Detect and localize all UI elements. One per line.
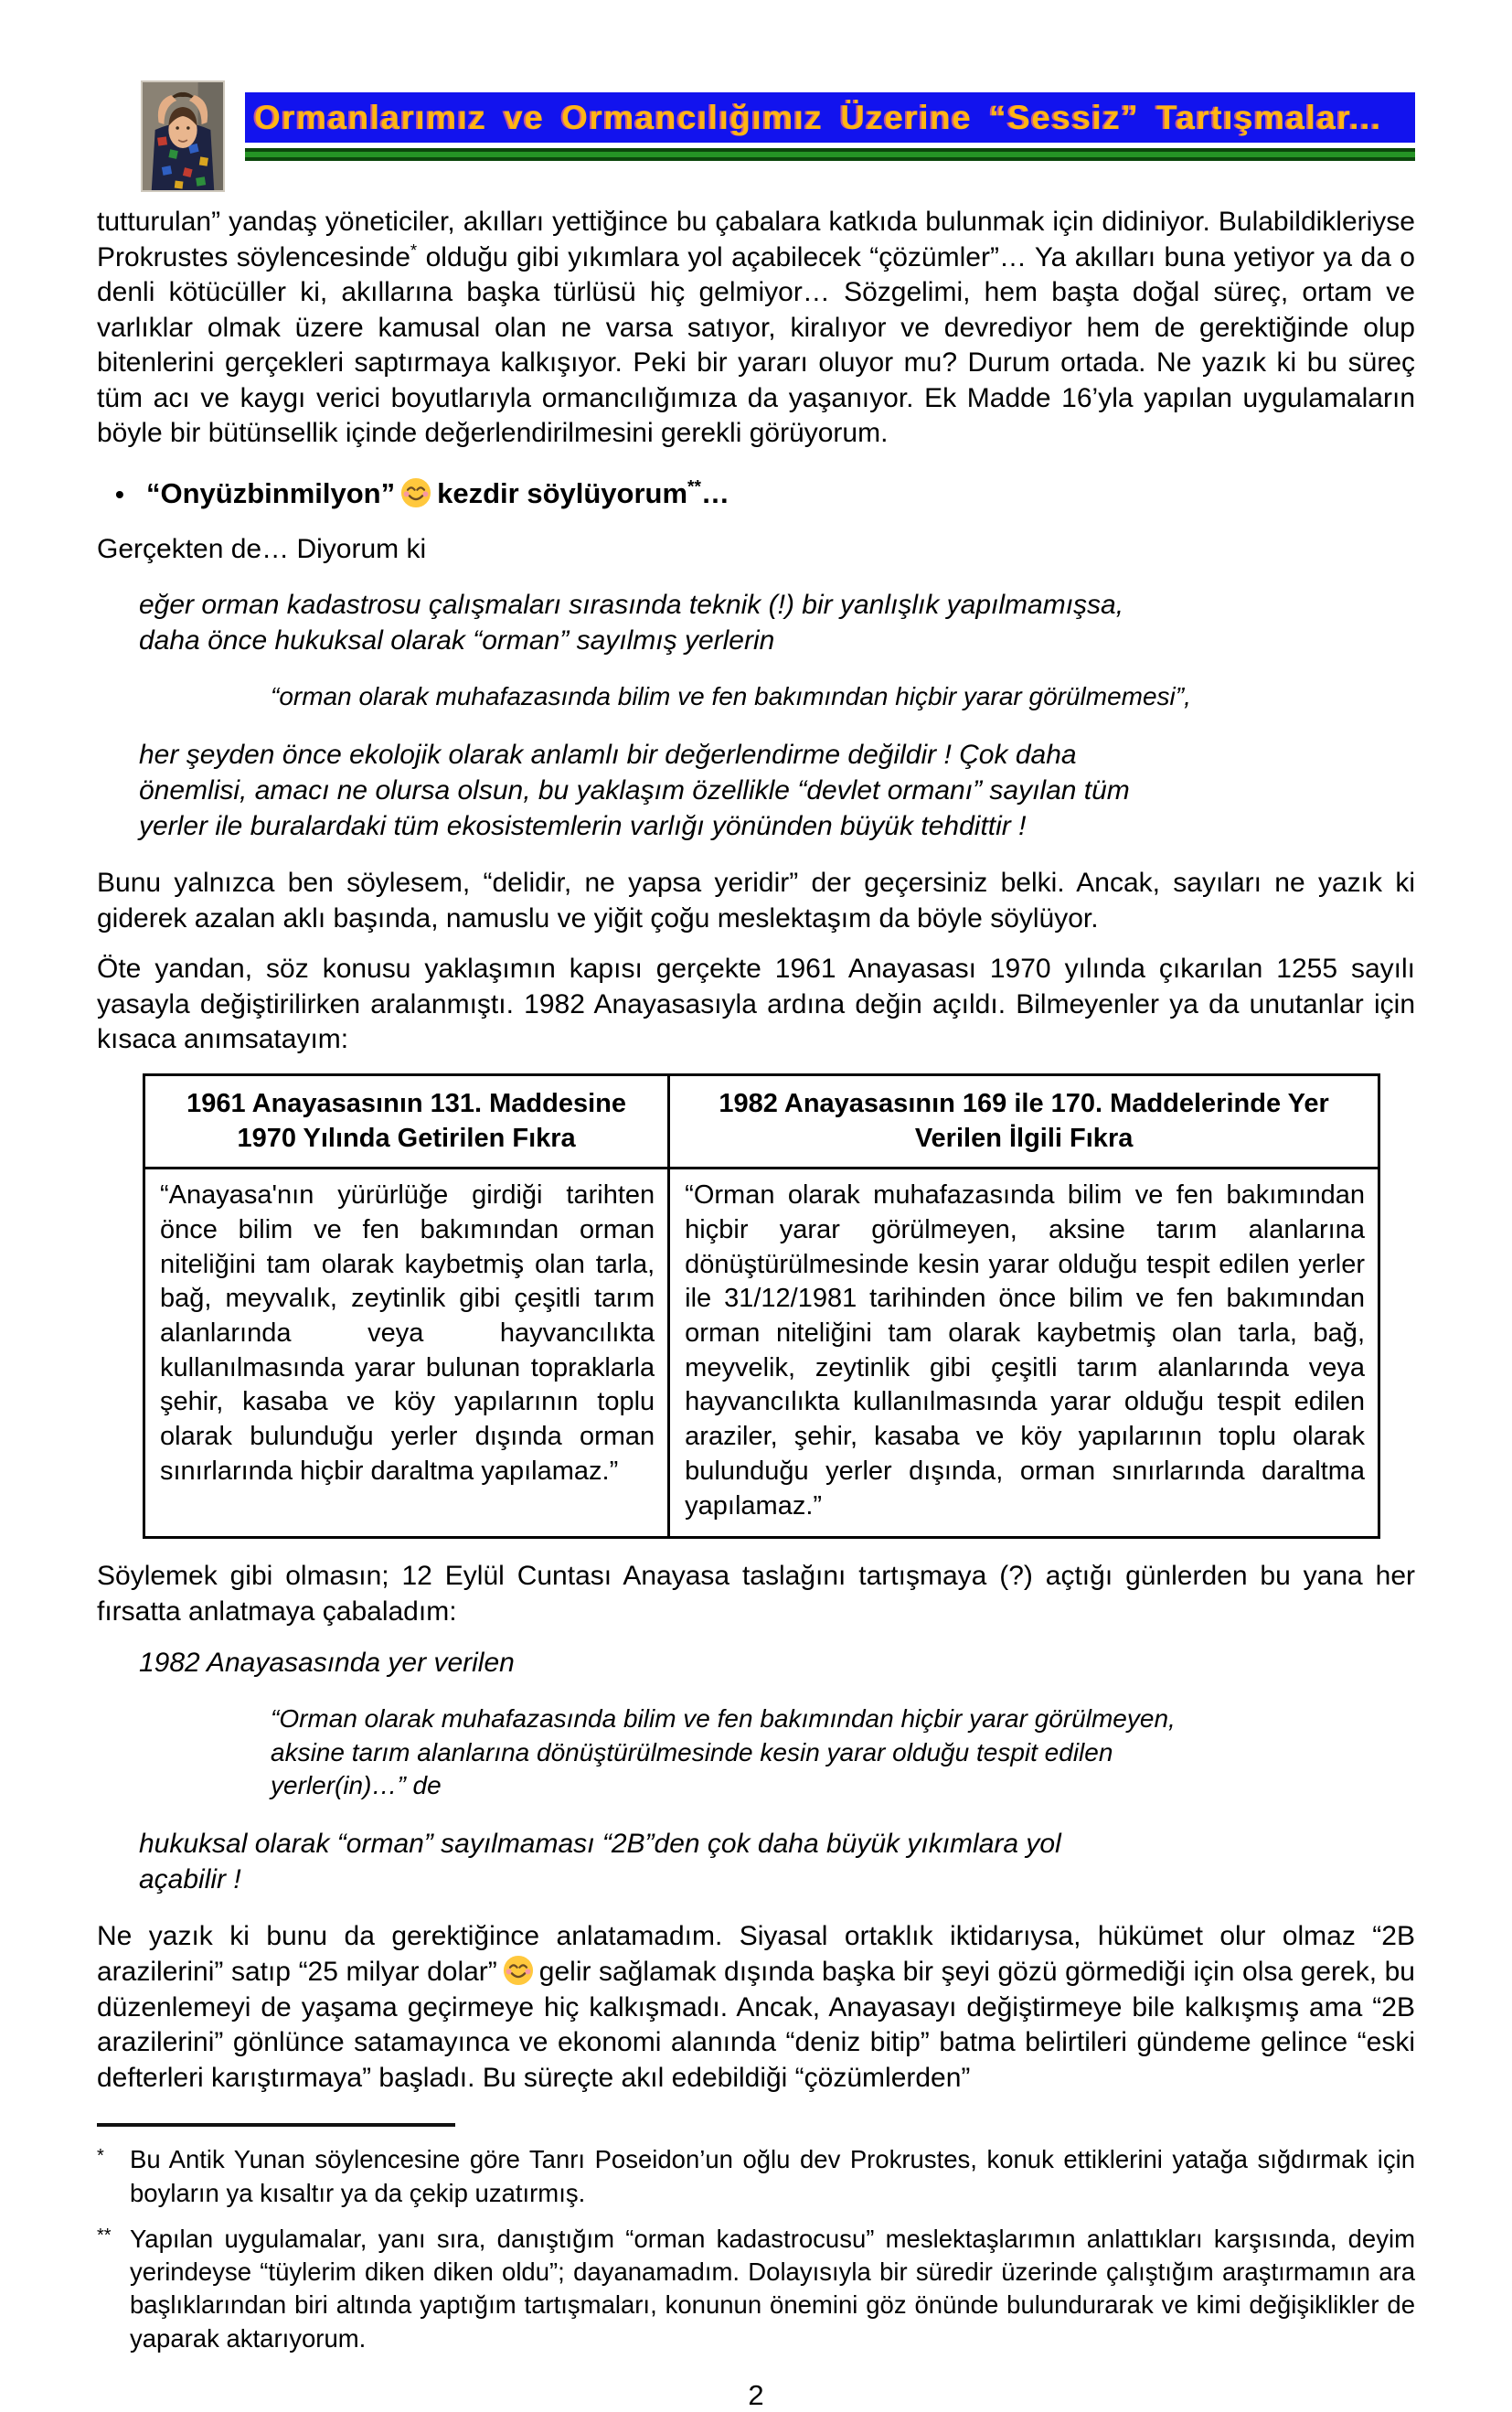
footnote-ref-2: **: [687, 477, 701, 497]
footnote-1-text: Bu Antik Yunan söylencesine göre Tanrı Poseidon’un oğlu dev Prokrustes, konuk ettiklerini yatağa sığdırmak için boyların ya kısaltır ya da çekip uzatırmış.: [130, 2145, 1415, 2207]
smiling-face-emoji-icon: [400, 477, 431, 508]
table-header-1982: 1982 Anayasasının 169 ile 170. Maddelerinde Yer Verilen İlgili Fıkra: [669, 1074, 1379, 1168]
constitution-comparison-table: [143, 1073, 1380, 1539]
bullet-heading-text: [146, 477, 729, 510]
paragraph-intro: [97, 205, 1415, 452]
table-cell-1982: “Orman olarak muhafazasında bilim ve fen bakımından hiçbir yarar görülmeyen, aksine tarım alanlarına dönüştürülmesinde kesin yarar olduğu tespit edilen yerler ile 31/12/1981 tarihinden önce bilim ve fen bakımından orman niteliğini tam olarak kaybetmiş olan tarla, bağ, meyvelik, zeytinlik gibi çeşitli tarım alanlarında veya hayvancılıkta kullanılmasında yarar olduğu tespit edilen araziler, şehir, kasaba ve köy yapılarının toplu olarak bulunduğu yerler dışında, orman sınırlarında daraltma yapılamaz.”: [669, 1169, 1379, 1538]
quote-block-6: hukuksal olarak “orman” sayılmaması “2B”den çok daha büyük yıkımlara yol açabilir !: [139, 1829, 1061, 1895]
footnote-2: [97, 2223, 1415, 2355]
lead-in-line: Gerçekten de… Diyorum ki: [97, 533, 427, 564]
smiling-face-emoji-icon: [503, 1955, 534, 1986]
bullet-icon: •: [115, 479, 124, 508]
table-row: [144, 1169, 1379, 1538]
bullet-heading-ellipsis: …: [701, 476, 729, 509]
header-banner-column: [245, 92, 1415, 192]
quote-block-5: “Orman olarak muhafazasında bilim ve fen bakımından hiçbir yarar görülmeyen, aksine tarım alanlarına dönüştürülmesinde kesin yarar olduğu tespit edilen yerler(in)…” de: [271, 1704, 1176, 1800]
document-header: [141, 80, 1415, 192]
footnote-ref-1: *: [410, 240, 418, 260]
quote-block-4: 1982 Anayasasında yer verilen: [139, 1648, 515, 1679]
bullet-heading-part1: “Onyüzbinmilyon”: [146, 476, 396, 509]
table-header-1961: 1961 Anayasasının 131. Maddesine 1970 Yılında Getirilen Fıkra: [144, 1074, 669, 1168]
title-banner: [245, 92, 1415, 143]
paragraph-ne-yazik: [97, 1919, 1415, 2096]
paragraph-intro-text-a: tutturulan” yandaş yöneticiler, akılları yettiğince bu çabalara katkıda bulunmak için didiniyor. Bulabildikleriyse Prokrustes söylencesinde: [97, 207, 1415, 272]
page-title: Ormanlarımız ve Ormancılığımız Üzerine “Sessiz” Tartışmalar...: [254, 98, 1382, 136]
paragraph-soylemek: Söylemek gibi olmasın; 12 Eylül Cuntası Anayasa taslağını tartışmaya (?) açtığı günlerden bu yana her fırsatta anlatmaya çabaladım:: [97, 1561, 1415, 1627]
paragraph-ne-yazik-text-a: Ne yazık ki bunu da gerektiğince anlatamadım. Siyasal ortaklık iktidarıysa, hükümet olur olmaz “2B arazilerini” satıp “25 milyar dolar”: [97, 1921, 1415, 1988]
quote-block-2: “orman olarak muhafazasında bilim ve fen bakımından hiçbir yarar görülmemesi”,: [271, 681, 1191, 710]
footnote-1-marker: *: [97, 2146, 104, 2167]
paragraph-ne-yazik-text-b: gelir sağlamak dışında başka bir şeyi gözü görmediği için olsa gerek, bu düzenlemeyi de yaşama geçirmeye hiç kalkışmadı. Ancak, Anayasayı değiştirmeye bile kalkışmış ama “2B arazilerini” gönlünce satamayınca ve ekonomi alanında “deniz bitip” batma belirtileri gündeme gelince “eski defterleri karıştırmaya” başladı. Bu süreçte akıl edebildiği “çözümlerden”: [97, 1957, 1415, 2093]
quote-block-1: eğer orman kadastrosu çalışmaları sırasında teknik (!) bir yanlışlık yapılmamışsa, daha önce hukuksal olarak “orman” sayılmış yerlerin: [139, 589, 1124, 656]
table-cell-1961: “Anayasa'nın yürürlüğe girdiği tarihten önce bilim ve fen bakımından orman niteliğini tam olarak kaybetmiş olan tarla, bağ, meyvalık, zeytinlik gibi çeşitli tarım alanlarında veya hayvancılıkta kullanılmasında yarar bulunan topraklarla şehir, kasaba ve köy yapılarının toplu olarak bulunduğu yerler dışında orman sınırlarında hiçbir daraltma yapılamaz.”: [144, 1169, 669, 1538]
footnote-2-text: Yapılan uygulamalar, yanı sıra, danıştığım “orman kadastrocusu” meslektaşlarımın anlattıkları karşısında, deyim yerindeyse “tüylerim diken diken oldu”; dayanamadım. Dolayısıyla bir süredir üzerinde çalıştığım araştırmamın ara başlıklarından biri altında yaptığım tartışmaları, konunun önemini göz önünde bulundurarak ve kimi değişiklikler de yaparak aktarıyorum.: [130, 2224, 1415, 2353]
bullet-heading: [115, 477, 1415, 510]
page-number: 2: [748, 2378, 764, 2411]
green-divider: [245, 148, 1415, 161]
paragraph-ote-yandan: Öte yandan, söz konusu yaklaşımın kapısı gerçekte 1961 Anayasası 1970 yılında çıkarılan 1255 sayılı yasayla değiştirilirken aralanmıştı. 1982 Anayasasıyla ardına değin açıldı. Bilmeyenler ya da unutanlar için kısaca anımsatayım:: [97, 954, 1415, 1055]
footnote-separator: [97, 2123, 455, 2127]
author-photo-illustration: [143, 82, 223, 190]
author-photo: [141, 80, 225, 192]
paragraph-bunu: Bunu yalnızca ben söylesem, “delidir, ne yapsa yeridir” der geçersiniz belki. Ancak, sayıları ne yazık ki giderek azalan aklı başında, namuslu ve yiğit çoğu meslektaşım da böyle söylüyor.: [97, 868, 1415, 934]
paragraph-intro-text-b: olduğu gibi yıkımlara yol açabilecek “çözümler”… Ya akılları buna yetiyor ya da o denli kötücüller ki, akıllarına başka türlüsü hiç gelmiyor… Sözgelimi, hem başta doğal süreç, ortam ve varlıklar olmak üzere kamusal olan ne varsa satıyor, kiralıyor ve devrediyor hem de gerektiğinde olup bitenlerini gerçekleri saptırmaya kalkışıyor. Peki bir yararı oluyor mu? Durum ortada. Ne yazık ki bu süreç tüm acı ve kaygı verici boyutlarıyla ormancılığımıza da yaşanıyor. Ek Madde 16’yla yapılan uygulamaların böyle bir bütünsellik içinde değerlendirilmesini gerekli görüyorum.: [97, 241, 1415, 449]
footnote-2-marker: **: [97, 2225, 112, 2246]
quote-block-3: her şeyden önce ekolojik olarak anlamlı bir değerlendirme değildir ! Çok daha önemlisi, amacı ne olursa olsun, bu yaklaşım özellikle “devlet ormanı” sayılan tüm yerler ile buralardaki tüm ekosistemlerin varlığı yönünden büyük tehdittir !: [139, 740, 1130, 842]
bullet-heading-part2: kezdir söylüyorum: [437, 476, 688, 509]
footnote-1: [97, 2143, 1415, 2210]
table-header-row: [144, 1074, 1379, 1168]
